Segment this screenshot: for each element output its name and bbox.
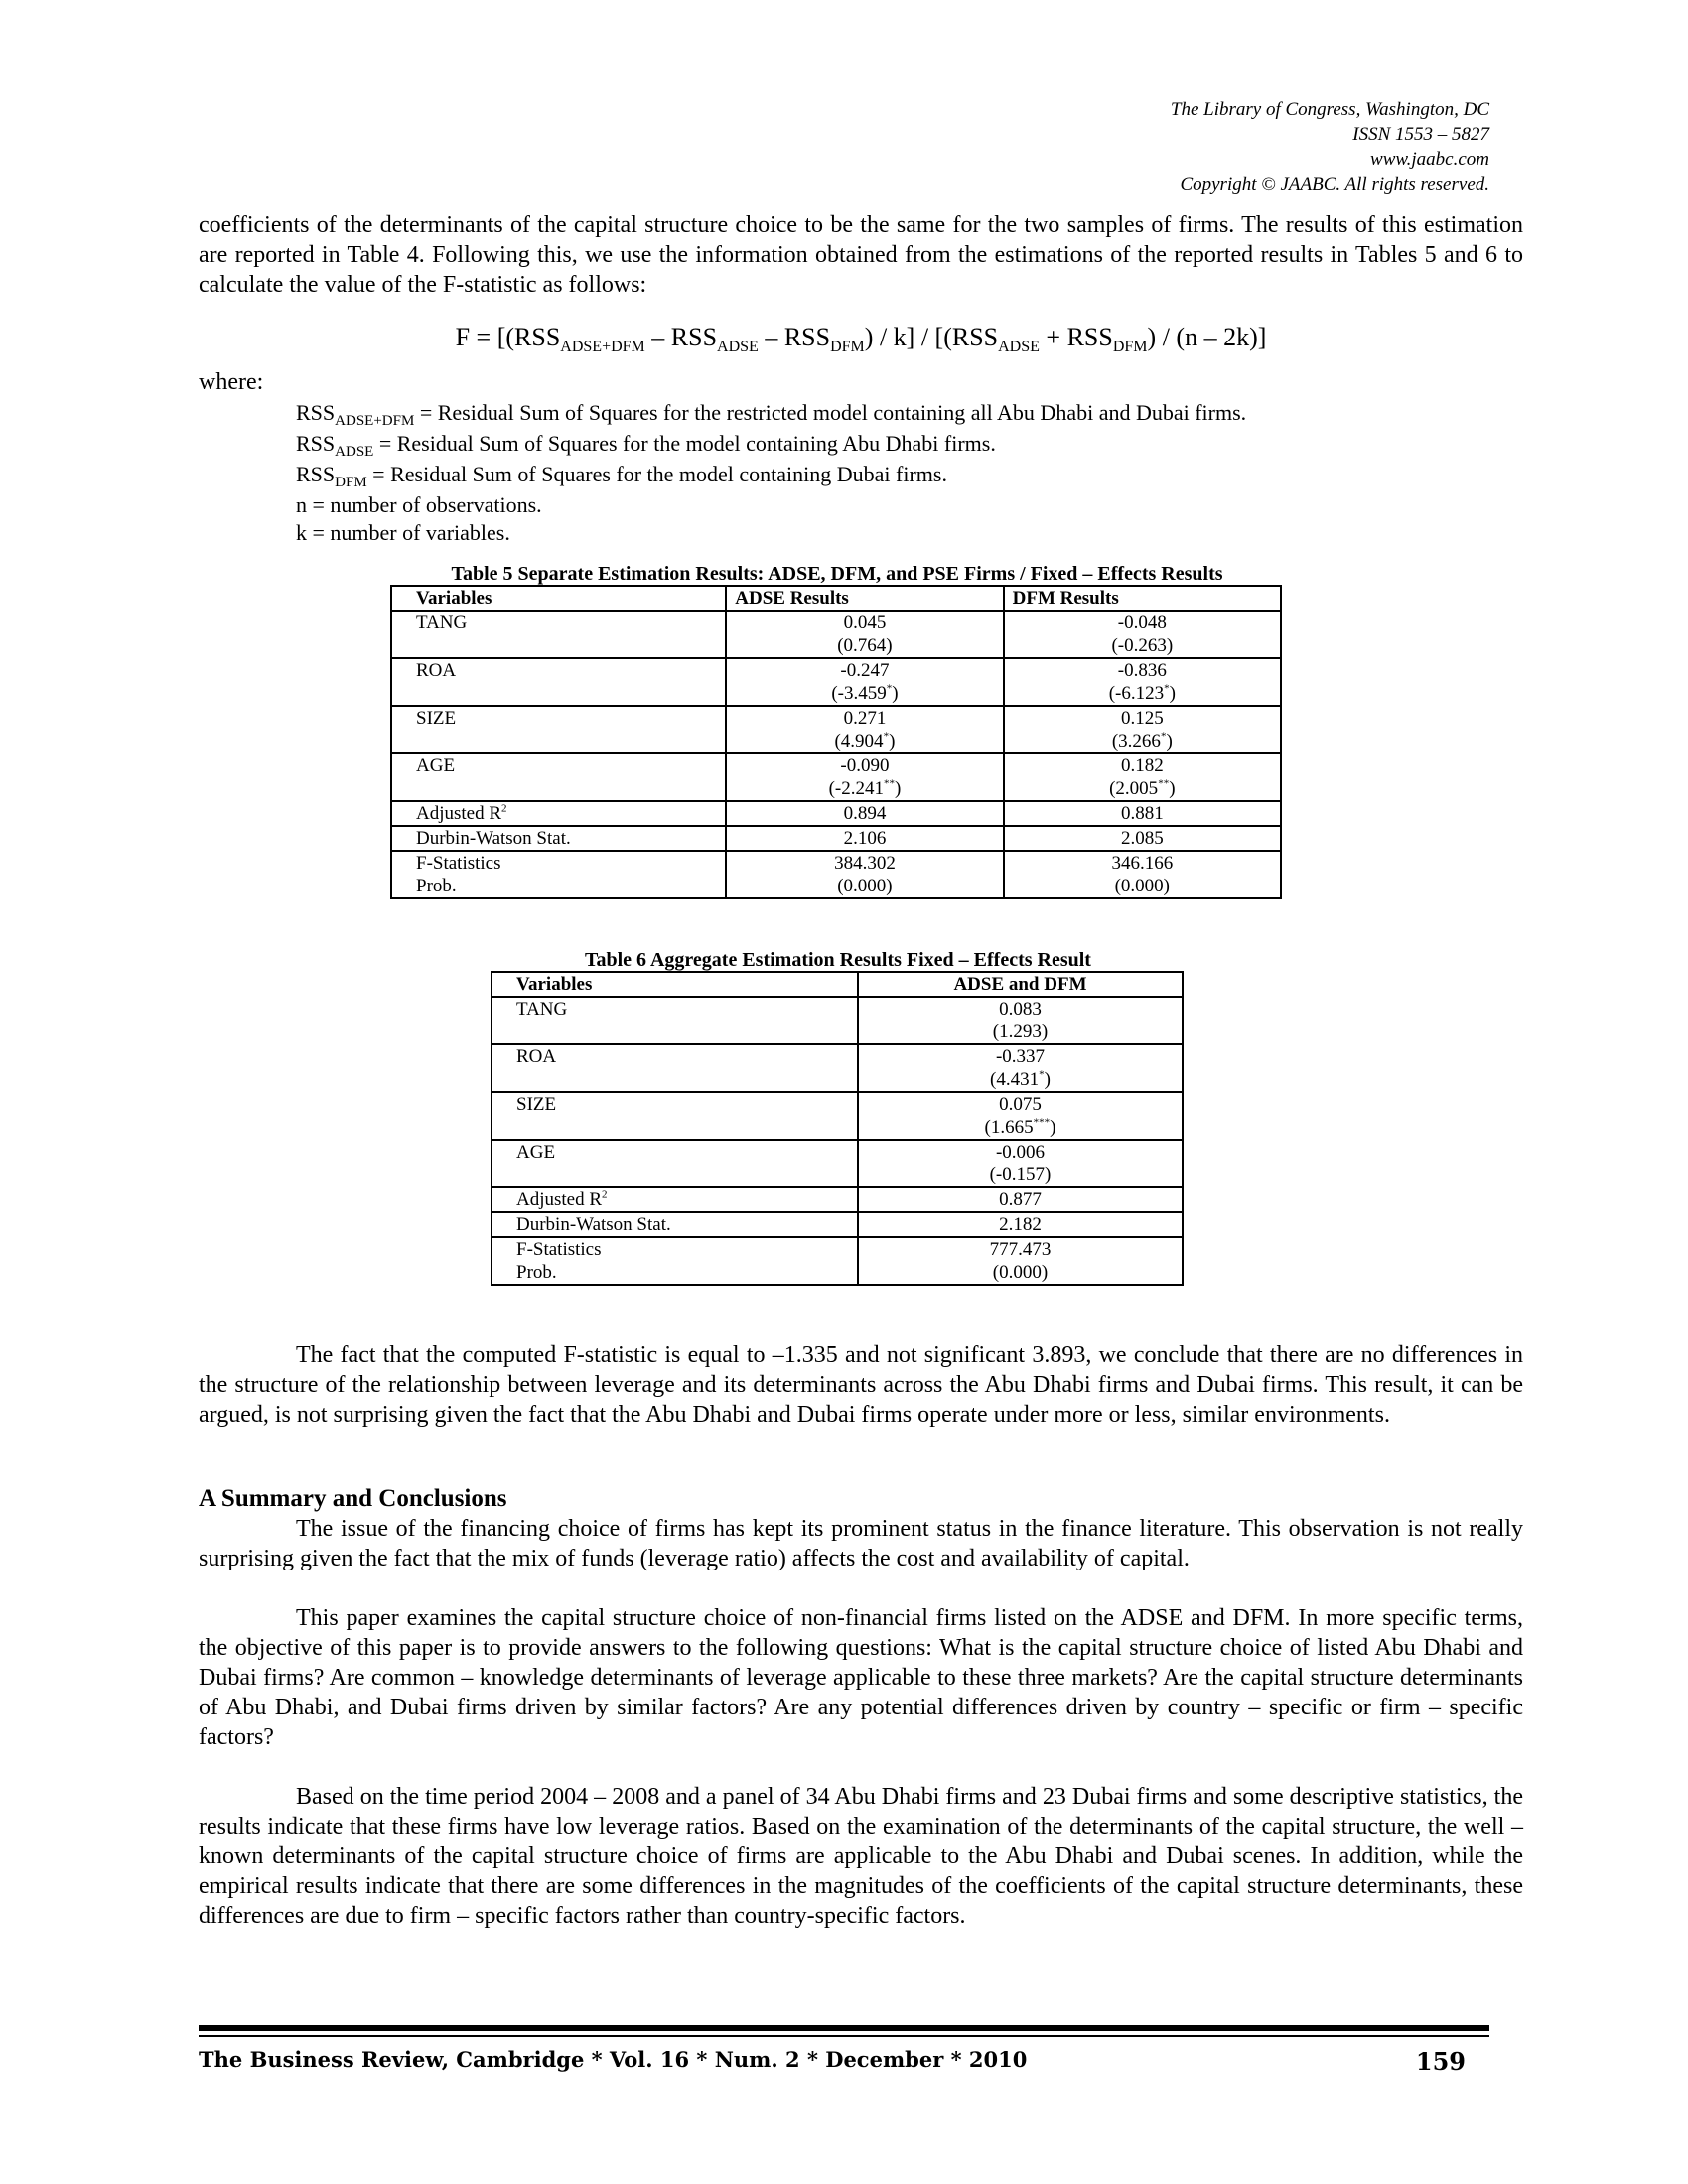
page-number: 159 — [1415, 2047, 1466, 2076]
table-row — [492, 1237, 1183, 1285]
value-cell: -0.006 (-0.157) — [858, 1140, 1183, 1187]
formula-text: $F = [(RSS_{ADSE+DFM} - RSS_{ADSE} - RSS_{DFM}) / k] / [(RSS_{ADSE} + RSS_{DFM}) / (n - 2k)]$ — [455, 323, 1267, 355]
running-header — [1171, 97, 1489, 197]
definition-item: $RSS_{ADSE}$ = Residual Sum of Squares for the model containing Abu Dhabi firms. — [296, 431, 996, 460]
summary-paragraph: Based on the time period 2004 – 2008 and a panel of 34 Abu Dhabi firms and 23 Dubai firms and some descriptive statistics, the results indicate that these firms have low leverage ratios. Based on the examination of the determinants of the capital structure, the well – known determinants of the capital structure choice of firms are applicable to the Abu Dhabi and Dubai scenes. In addition, while the empirical results indicate that there are some differences in the magnitudes of the coefficients of the capital structure determinants, these differences are due to firm – specific factors rather than country-specific factors. — [199, 1784, 1523, 1929]
variable-cell: TANG — [492, 997, 858, 1044]
value-cell: 0.075 (1.665***) — [858, 1092, 1183, 1140]
variable-cell: F-Statistics Prob. — [492, 1237, 858, 1285]
table-row — [492, 1187, 1183, 1212]
table-5 — [390, 585, 1282, 899]
value-cell: 777.473 (0.000) — [858, 1237, 1183, 1285]
summary-section — [199, 1484, 1523, 1931]
column-header: Variables — [492, 972, 858, 997]
variable-cell: Durbin-Watson Stat. — [492, 1212, 858, 1237]
variable-cell: SIZE — [492, 1092, 858, 1140]
table-5-block — [390, 563, 1284, 899]
value-cell: 0.125 (3.266*) — [1004, 706, 1281, 753]
value-cell: 346.166 (0.000) — [1004, 851, 1281, 898]
value-cell: -0.836 (-6.123*) — [1004, 658, 1281, 706]
variable-cell: AGE — [492, 1140, 858, 1187]
value-cell: 0.045 (0.764) — [726, 611, 1003, 658]
definition-item: n = number of observations. — [296, 492, 542, 517]
header-line-copyright: Copyright © JAABC. All rights reserved. — [1180, 174, 1489, 195]
body-intro — [199, 210, 1523, 300]
table-header-row — [391, 586, 1281, 611]
intro-paragraph: coefficients of the determinants of the capital structure choice to be the same for the two samples of firms. The results of this estimation are reported in Table 4. Following this, we use the information obtained from the estimations of the reported results in Tables 5 and 6 to calculate the value of the F-statistic as follows: — [199, 212, 1523, 298]
header-line-issn: ISSN 1553 – 5827 — [1352, 124, 1489, 145]
value-cell: 0.083 (1.293) — [858, 997, 1183, 1044]
variable-cell: Durbin-Watson Stat. — [391, 826, 726, 851]
column-header: ADSE Results — [726, 586, 1003, 611]
value-cell: 0.877 — [858, 1187, 1183, 1212]
table-5-caption: Table 5 Separate Estimation Results: ADSE, DFM, and PSE Firms / Fixed – Effects Results — [451, 563, 1223, 585]
definition-item: k = number of variables. — [296, 520, 510, 545]
table-row — [391, 753, 1281, 801]
footer-rule — [199, 2025, 1489, 2031]
f-statistic-formula — [199, 321, 1523, 358]
table-row — [391, 611, 1281, 658]
section-heading: A Summary and Conclusions — [199, 1485, 507, 1512]
result-paragraph: The fact that the computed F-statistic is equal to –1.335 and not significant 3.893, we conclude that there are no differences in the structure of the relationship between leverage and its determinants across the Abu Dhabi firms and Dubai firms. This result, it can be argued, is not surprising given the fact that the Abu Dhabi and Dubai firms operate under more or less, similar environments. — [199, 1342, 1523, 1428]
table-row — [492, 1092, 1183, 1140]
value-cell: 2.085 — [1004, 826, 1281, 851]
table-6 — [491, 971, 1184, 1286]
value-cell: -0.247 (-3.459*) — [726, 658, 1003, 706]
variable-cell: SIZE — [391, 706, 726, 753]
where-label: where: — [199, 369, 264, 395]
variable-cell: Adjusted $R^2$ — [492, 1187, 858, 1212]
table-header-row — [492, 972, 1183, 997]
variable-cell: ROA — [391, 658, 726, 706]
definition-item: $RSS_{DFM}$ = Residual Sum of Squares for the model containing Dubai firms. — [296, 462, 947, 490]
table-row — [391, 801, 1281, 826]
table-6-block — [491, 949, 1186, 1286]
table-row — [391, 706, 1281, 753]
value-cell: 0.894 — [726, 801, 1003, 826]
summary-paragraph: The issue of the financing choice of firms has kept its prominent status in the finance literature. This observation is not really surprising given the fact that the mix of funds (leverage ratio) affects the cost and availability of capital. — [199, 1516, 1523, 1571]
definition-item: $RSS_{ADSE+DFM}$ = Residual Sum of Squares for the restricted model containing all Abu Dhabi and Dubai firms. — [296, 400, 1247, 429]
variable-cell: TANG — [391, 611, 726, 658]
table-6-caption: Table 6 Aggregate Estimation Results Fixed – Effects Result — [585, 949, 1091, 971]
value-cell: 0.271 (4.904*) — [726, 706, 1003, 753]
table-row — [492, 1212, 1183, 1237]
result-section — [199, 1340, 1523, 1430]
definition-list — [296, 399, 1523, 547]
value-cell: 384.302 (0.000) — [726, 851, 1003, 898]
variable-cell: ROA — [492, 1044, 858, 1092]
value-cell: 2.182 — [858, 1212, 1183, 1237]
table-row — [492, 997, 1183, 1044]
column-header: ADSE and DFM — [858, 972, 1183, 997]
table-row — [391, 826, 1281, 851]
column-header: DFM Results — [1004, 586, 1281, 611]
footer-rule — [199, 2035, 1489, 2037]
value-cell: 0.881 — [1004, 801, 1281, 826]
variable-cell: AGE — [391, 753, 726, 801]
journal-citation: The Business Review, Cambridge * Vol. 16 * Num. 2 * December * 2010 — [199, 2047, 1028, 2072]
header-line-library: The Library of Congress, Washington, DC — [1170, 99, 1489, 120]
column-header: Variables — [391, 586, 726, 611]
header-line-website[interactable]: www.jaabc.com — [1370, 149, 1489, 170]
value-cell: 0.182 (2.005**) — [1004, 753, 1281, 801]
value-cell: -0.337 (4.431*) — [858, 1044, 1183, 1092]
variable-cell: Adjusted $R^2$ — [391, 801, 726, 826]
formula-definitions — [199, 367, 1523, 547]
table-row — [492, 1044, 1183, 1092]
value-cell: -0.090 (-2.241**) — [726, 753, 1003, 801]
value-cell: 2.106 — [726, 826, 1003, 851]
summary-paragraph: This paper examines the capital structure choice of non-financial firms listed on the ADSE and DFM. In more specific terms, the objective of this paper is to provide answers to the following questions: What is the capital structure choice of listed Abu Dhabi and Dubai firms? Are common – knowledge determinants of leverage applicable to these three markets? Are the capital structure determinants of Abu Dhabi, and Dubai firms driven by similar factors? Are any potential differences driven by country – specific or firm – specific factors? — [199, 1605, 1523, 1750]
table-row — [391, 658, 1281, 706]
table-row — [492, 1140, 1183, 1187]
table-row — [391, 851, 1281, 898]
value-cell: -0.048 (-0.263) — [1004, 611, 1281, 658]
variable-cell: F-Statistics Prob. — [391, 851, 726, 898]
